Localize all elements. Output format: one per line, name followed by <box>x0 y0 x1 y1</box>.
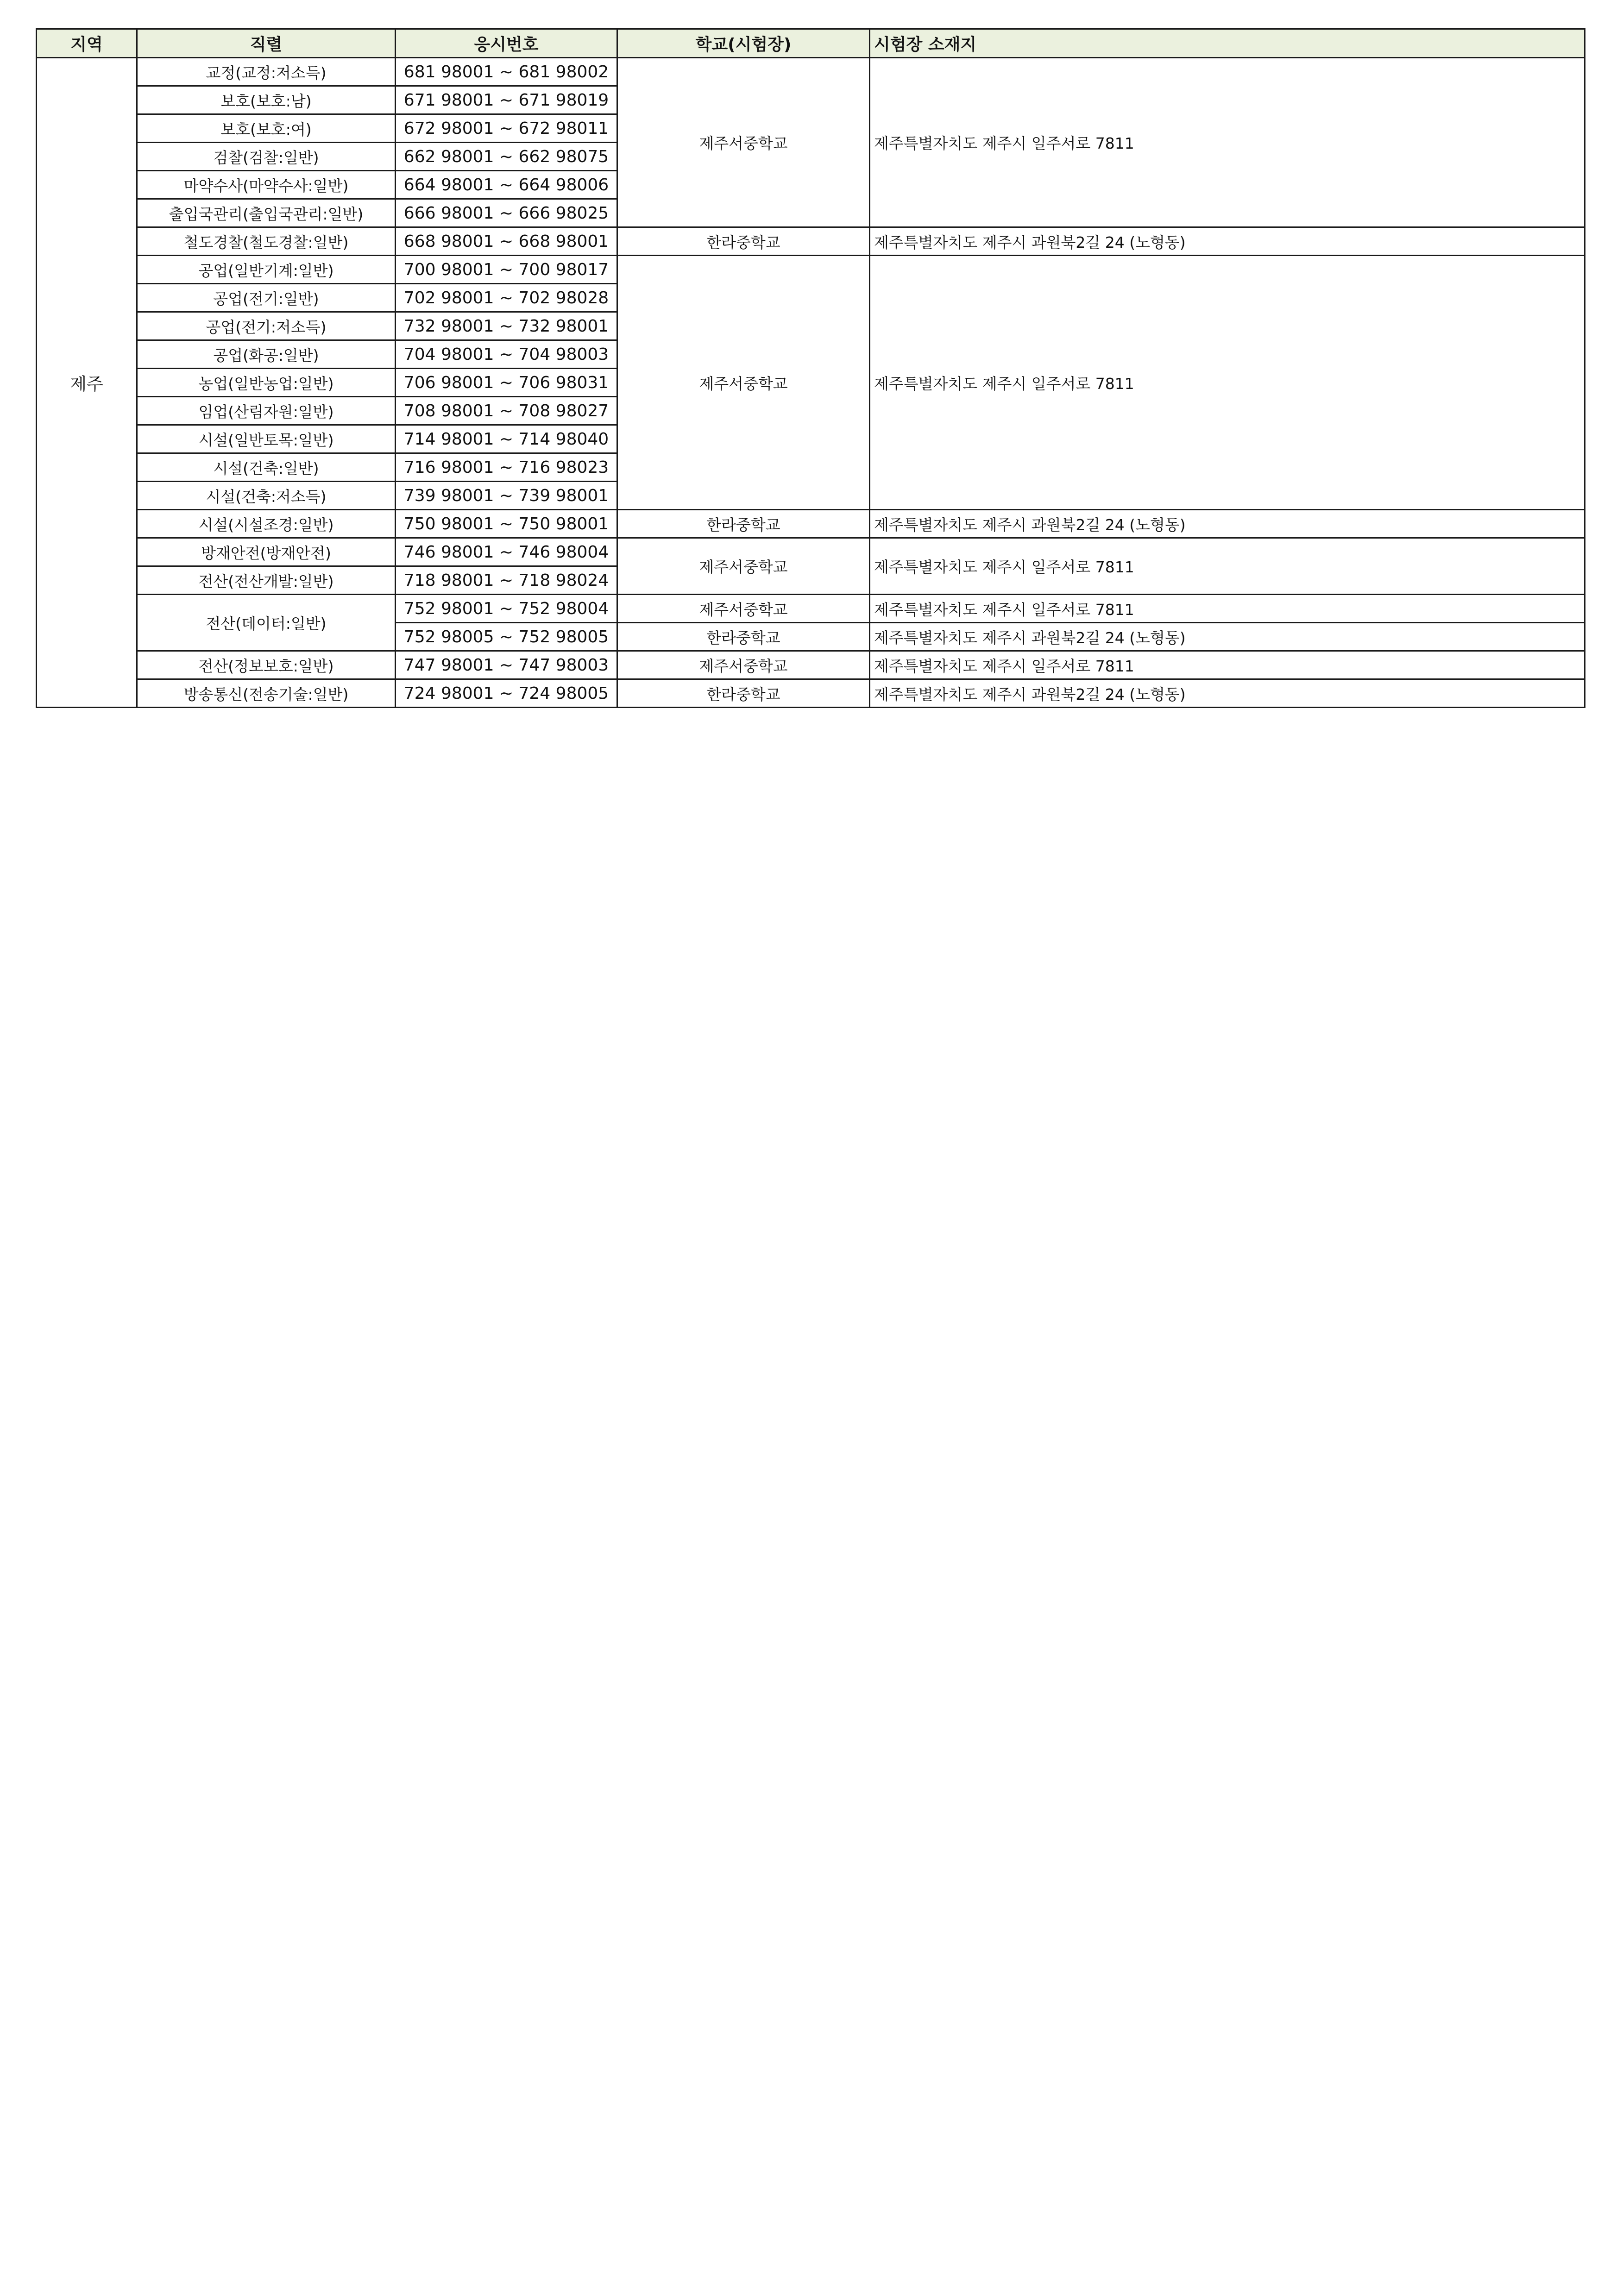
position-cell: 시설(건축:저소득) <box>137 482 396 510</box>
position-cell: 시설(시설조경:일반) <box>137 510 396 538</box>
address-cell: 제주특별자치도 제주시 과원북2길 24 (노형동) <box>870 227 1585 256</box>
exam-number-cell: 681 98001 ~ 681 98002 <box>396 58 617 86</box>
exam-venue-table <box>36 28 1585 708</box>
region-cell: 제주 <box>37 58 137 708</box>
table-row <box>37 595 1585 623</box>
position-cell: 교정(교정:저소득) <box>137 58 396 86</box>
school-cell: 한라중학교 <box>617 679 870 708</box>
table-row <box>37 651 1585 679</box>
school-cell: 한라중학교 <box>617 510 870 538</box>
address-cell: 제주특별자치도 제주시 과원북2길 24 (노형동) <box>870 510 1585 538</box>
table-row <box>37 256 1585 284</box>
exam-number-cell: 668 98001 ~ 668 98001 <box>396 227 617 256</box>
exam-number-cell: 752 98005 ~ 752 98005 <box>396 623 617 651</box>
header-row <box>37 29 1585 58</box>
position-cell: 전산(정보보호:일반) <box>137 651 396 679</box>
position-cell: 전산(전산개발:일반) <box>137 566 396 595</box>
exam-number-cell: 664 98001 ~ 664 98006 <box>396 171 617 199</box>
position-cell: 보호(보호:여) <box>137 114 396 143</box>
table-row <box>37 510 1585 538</box>
school-cell: 제주서중학교 <box>617 58 870 227</box>
address-cell: 제주특별자치도 제주시 일주서로 7811 <box>870 595 1585 623</box>
position-cell: 보호(보호:남) <box>137 86 396 114</box>
exam-number-cell: 700 98001 ~ 700 98017 <box>396 256 617 284</box>
address-cell: 제주특별자치도 제주시 과원북2길 24 (노형동) <box>870 623 1585 651</box>
exam-number-cell: 732 98001 ~ 732 98001 <box>396 312 617 340</box>
exam-number-cell: 666 98001 ~ 666 98025 <box>396 199 617 227</box>
exam-number-cell: 672 98001 ~ 672 98011 <box>396 114 617 143</box>
header-address: 시험장 소재지 <box>870 29 1585 58</box>
position-cell: 전산(데이터:일반) <box>137 595 396 651</box>
address-cell: 제주특별자치도 제주시 일주서로 7811 <box>870 256 1585 510</box>
position-cell: 방재안전(방재안전) <box>137 538 396 566</box>
position-cell: 시설(일반토목:일반) <box>137 425 396 453</box>
school-cell: 한라중학교 <box>617 623 870 651</box>
exam-number-cell: 706 98001 ~ 706 98031 <box>396 369 617 397</box>
table-row <box>37 538 1585 566</box>
position-cell: 시설(건축:일반) <box>137 453 396 482</box>
position-cell: 공업(화공:일반) <box>137 340 396 369</box>
address-cell: 제주특별자치도 제주시 일주서로 7811 <box>870 538 1585 595</box>
header-school: 학교(시험장) <box>617 29 870 58</box>
exam-number-cell: 747 98001 ~ 747 98003 <box>396 651 617 679</box>
exam-number-cell: 671 98001 ~ 671 98019 <box>396 86 617 114</box>
school-cell: 제주서중학교 <box>617 595 870 623</box>
school-cell: 제주서중학교 <box>617 651 870 679</box>
exam-number-cell: 716 98001 ~ 716 98023 <box>396 453 617 482</box>
address-cell: 제주특별자치도 제주시 과원북2길 24 (노형동) <box>870 679 1585 708</box>
position-cell: 임업(산림자원:일반) <box>137 397 396 425</box>
exam-number-cell: 750 98001 ~ 750 98001 <box>396 510 617 538</box>
table-row <box>37 227 1585 256</box>
position-cell: 출입국관리(출입국관리:일반) <box>137 199 396 227</box>
position-cell: 마약수사(마약수사:일반) <box>137 171 396 199</box>
school-cell: 제주서중학교 <box>617 538 870 595</box>
table-row <box>37 58 1585 86</box>
position-cell: 공업(전기:일반) <box>137 284 396 312</box>
exam-number-cell: 724 98001 ~ 724 98005 <box>396 679 617 708</box>
header-region: 지역 <box>37 29 137 58</box>
address-cell: 제주특별자치도 제주시 일주서로 7811 <box>870 651 1585 679</box>
exam-number-cell: 746 98001 ~ 746 98004 <box>396 538 617 566</box>
exam-number-cell: 662 98001 ~ 662 98075 <box>396 143 617 171</box>
school-cell: 제주서중학교 <box>617 256 870 510</box>
exam-number-cell: 752 98001 ~ 752 98004 <box>396 595 617 623</box>
exam-number-cell: 714 98001 ~ 714 98040 <box>396 425 617 453</box>
header-position: 직렬 <box>137 29 396 58</box>
table-row <box>37 679 1585 708</box>
position-cell: 방송통신(전송기술:일반) <box>137 679 396 708</box>
position-cell: 공업(전기:저소득) <box>137 312 396 340</box>
exam-number-cell: 702 98001 ~ 702 98028 <box>396 284 617 312</box>
position-cell: 농업(일반농업:일반) <box>137 369 396 397</box>
position-cell: 철도경찰(철도경찰:일반) <box>137 227 396 256</box>
header-exam-number: 응시번호 <box>396 29 617 58</box>
school-cell: 한라중학교 <box>617 227 870 256</box>
exam-number-cell: 739 98001 ~ 739 98001 <box>396 482 617 510</box>
exam-number-cell: 718 98001 ~ 718 98024 <box>396 566 617 595</box>
position-cell: 검찰(검찰:일반) <box>137 143 396 171</box>
position-cell: 공업(일반기계:일반) <box>137 256 396 284</box>
address-cell: 제주특별자치도 제주시 일주서로 7811 <box>870 58 1585 227</box>
exam-number-cell: 708 98001 ~ 708 98027 <box>396 397 617 425</box>
exam-number-cell: 704 98001 ~ 704 98003 <box>396 340 617 369</box>
